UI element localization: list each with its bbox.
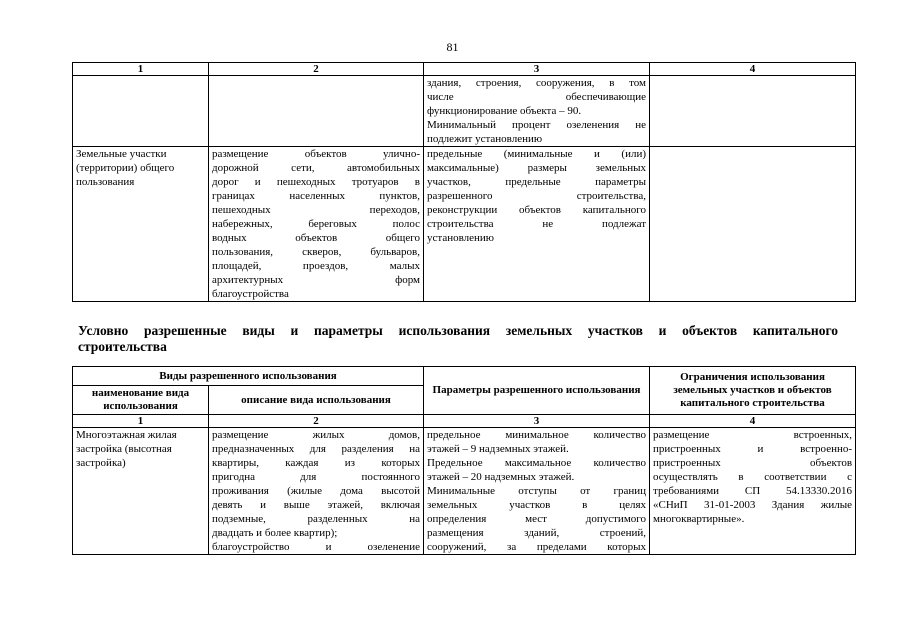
cell-text-line: установлению	[427, 232, 495, 244]
table-cell	[424, 76, 650, 147]
column-number-row	[73, 415, 856, 428]
header-group-cell: Виды разрешенного использования	[73, 367, 424, 386]
cell-text-line: участков, предельные параметры	[427, 176, 646, 188]
table-cell	[209, 76, 424, 147]
table-row	[73, 76, 856, 147]
cell-text-line: земельных участков в целях	[427, 499, 647, 511]
cell-text-line: определения мест допустимого	[427, 513, 647, 525]
cell-text-line: пешеходных переходов,	[212, 204, 420, 216]
table-cell	[650, 76, 856, 147]
cell-text-line: «СНиП 31-01-2003 Здания жилые	[653, 499, 853, 511]
section-title-line: строительства	[78, 339, 167, 354]
cell-text-line: размещение жилых домов,	[212, 429, 421, 441]
cell-text-line: квартиры, каждая из которых	[212, 457, 421, 469]
cell-text-line: реконструкции объектов капитального	[427, 204, 646, 216]
column-number: 1	[73, 63, 209, 76]
cell-text-line: пользования, скверов, бульваров,	[212, 246, 420, 258]
cell-text-line: Предельное максимальное количество	[427, 457, 647, 469]
column-number-row	[73, 63, 856, 76]
top-table	[72, 62, 856, 302]
cell-text-line: архитектурных форм	[212, 274, 420, 286]
column-number: 4	[650, 63, 856, 76]
cell-text-line: пользования	[76, 176, 135, 188]
column-number: 4	[650, 415, 856, 428]
header-cell: наименование вида использования	[73, 386, 209, 415]
cell-text-line: (территории) общего	[76, 162, 175, 174]
cell-text-line: этажей – 20 надземных этажей.	[427, 471, 575, 483]
column-number: 3	[424, 63, 650, 76]
cell-text-line: осуществлять в соответствии с	[653, 471, 853, 483]
section-title-line: Условно разрешенные виды и параметры использования земельных участков и объектов капитального	[78, 323, 838, 338]
bottom-table	[72, 366, 856, 555]
cell-text-line: этажей – 9 надземных этажей.	[427, 443, 569, 455]
cell-text-line: девять и выше этажей, включая	[212, 499, 421, 511]
cell-text-line: двадцать и более квартир);	[212, 527, 338, 539]
column-number: 2	[209, 415, 424, 428]
cell-text-line: благоустройство и озеленение	[212, 541, 421, 553]
cell-text-line: требованиями СП 54.13330.2016	[653, 485, 853, 497]
cell-text-line: Многоэтажная жилая	[76, 429, 177, 441]
table-row	[73, 428, 856, 555]
cell-text-line: функционирование объекта – 90.	[427, 105, 582, 117]
cell-text-line: пригодна для постоянного	[212, 471, 421, 483]
table-cell	[424, 428, 650, 555]
column-number: 3	[424, 415, 650, 428]
column-number: 1	[73, 415, 209, 428]
table-cell	[650, 428, 856, 555]
table-cell	[424, 147, 650, 302]
cell-text-line: размещение объектов улично-	[212, 148, 420, 160]
cell-text-line: Минимальные отступы от границ	[427, 485, 647, 497]
table-row	[73, 147, 856, 302]
cell-text-line: максимальные) размеры земельных	[427, 162, 646, 174]
cell-text-line: размещения зданий, строений,	[427, 527, 647, 539]
page-number: 81	[446, 40, 459, 54]
cell-text-line: строительства не подлежат	[427, 218, 646, 230]
table-cell	[650, 147, 856, 302]
header-cell: Параметры разрешенного использования	[424, 367, 650, 415]
cell-text-line: проживания (жилые дома высотой	[212, 485, 421, 497]
section-title	[78, 323, 838, 355]
cell-text-line: предельные (минимальные и (или)	[427, 148, 646, 160]
cell-text-line: застройка (высотная	[76, 443, 172, 455]
table-cell	[73, 76, 209, 147]
cell-text-line: многоквартирные».	[653, 513, 745, 525]
cell-text-line: площадей, проездов, малых	[212, 260, 420, 272]
cell-text-line: разрешенного строительства,	[427, 190, 646, 202]
cell-text-line: числе обеспечивающие	[427, 91, 646, 103]
cell-text-line: застройка)	[76, 457, 126, 469]
cell-text-line: подлежит установлению	[427, 133, 543, 145]
cell-text-line: пристроенных объектов	[653, 457, 853, 469]
table-cell	[209, 147, 424, 302]
column-number: 2	[209, 63, 424, 76]
header-cell: Ограничения использования земельных участков и объектов капитального строительства	[650, 367, 856, 415]
cell-text-line: водных объектов общего	[212, 232, 420, 244]
cell-text-line: размещение встроенных,	[653, 429, 853, 441]
cell-text-line: сооружений, за пределами которых	[427, 541, 647, 553]
table-cell	[209, 428, 424, 555]
cell-text-line: предельное минимальное количество	[427, 429, 647, 441]
header-cell: описание вида использования	[209, 386, 424, 415]
cell-text-line: пристроенных и встроенно-	[653, 443, 853, 455]
cell-text-line: дорог и пешеходных тротуаров в	[212, 176, 420, 188]
table-cell	[73, 147, 209, 302]
cell-text-line: подземные, разделенных на	[212, 513, 421, 525]
cell-text-line: предназначенных для разделения на	[212, 443, 421, 455]
table-cell	[73, 428, 209, 555]
cell-text-line: Земельные участки	[76, 148, 167, 160]
cell-text-line: Минимальный процент озеленения не	[427, 119, 646, 131]
cell-text-line: дорожной сети, автомобильных	[212, 162, 420, 174]
header-row	[73, 367, 856, 386]
cell-text-line: здания, строения, сооружения, в том	[427, 77, 646, 89]
cell-text-line: набережных, береговых полос	[212, 218, 420, 230]
cell-text-line: благоустройства	[212, 288, 289, 300]
cell-text-line: границах населенных пунктов,	[212, 190, 420, 202]
